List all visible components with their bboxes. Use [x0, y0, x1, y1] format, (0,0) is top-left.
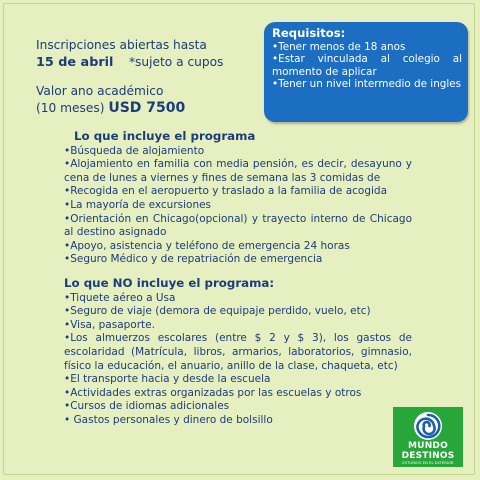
value-label: Valor ano académico	[36, 84, 164, 98]
mundo-destinos-logo	[393, 407, 463, 467]
requirement-item: •Estar vinculada al colegio al momento de aplicar	[272, 53, 462, 78]
excludes-item: •Cursos de idiomas adicionales	[64, 400, 230, 413]
enrollment-line: Inscripciones abiertas hasta	[36, 38, 207, 52]
excludes-item: •Visa, pasaporte.	[64, 318, 155, 331]
requirements-title: Requisitos:	[272, 26, 346, 40]
includes-title: Lo que incluye el programa	[74, 129, 256, 143]
intro-block	[36, 37, 223, 117]
swirl-icon	[413, 411, 443, 441]
logo-tagline: ESTUDIOS EN EL EXTERIOR	[402, 461, 454, 465]
includes-item: •Seguro Médico y de repatriación de emergencia	[64, 253, 323, 266]
includes-item: •Búsqueda de alojamiento	[64, 144, 205, 157]
deadline-line	[36, 54, 223, 71]
requirement-item: •Tener un nivel intermedio de ingles	[272, 78, 462, 91]
price-line	[36, 100, 223, 117]
logo-line-1: MUNDO	[408, 441, 448, 451]
excludes-item: •Tiquete aéreo a Usa	[64, 291, 176, 304]
quota-note: *sujeto a cupos	[128, 55, 224, 69]
excludes-item: •Seguro de viaje (demora de equipaje perdido, vuelo, etc)	[64, 305, 371, 318]
includes-item: •Apoyo, asistencia y teléfono de emergencia 24 horas	[64, 239, 350, 252]
requirements-box	[264, 22, 468, 122]
duration: (10 meses)	[36, 101, 105, 115]
excludes-title: Lo que NO incluye el programa:	[64, 275, 275, 290]
deadline-date: 15 de abril	[36, 55, 114, 70]
includes-item: •Alojamiento en familia con media pensión, es decir, desayuno y cena de lunes a viernes y fines de semana las 3 comidas de	[64, 158, 412, 184]
excludes-item: •Los almuerzos escolares (entre $ 2 y $ 3), los gastos de escolaridad (Matrícula, libros, armarios, laboratorios, gimnasio, físico la educación, el anuario, anillo de la clase, chaqueta, etc)	[64, 332, 412, 372]
includes-item: •La mayoría de excursiones	[64, 198, 212, 211]
program-details	[64, 130, 412, 427]
includes-item: •Orientación en Chicago(opcional) y trayecto interno de Chicago al destino asignado	[64, 212, 412, 239]
includes-item: •Recogida en el aeropuerto y traslado a la familia de acogida	[64, 185, 388, 198]
logo-line-2: DESTINOS	[401, 451, 455, 461]
excludes-item: •Actividades extras organizadas por las escuelas y otros	[64, 386, 362, 399]
requirement-item: •Tener menos de 18 anos	[272, 40, 406, 53]
excludes-item: • Gastos personales y dinero de bolsillo	[64, 413, 273, 426]
excludes-item: •El transporte hacia y desde la escuela	[64, 373, 271, 386]
price: USD 7500	[108, 100, 186, 116]
